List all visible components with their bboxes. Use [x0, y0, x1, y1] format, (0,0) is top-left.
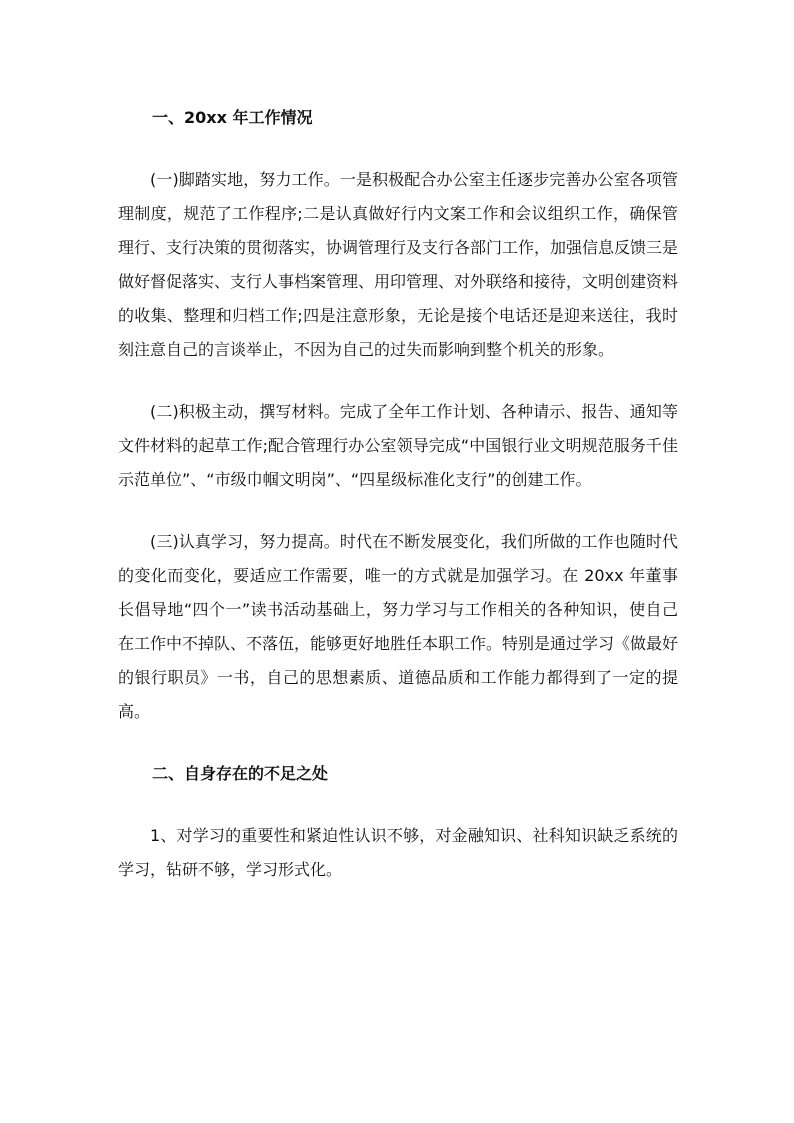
- section-heading-shortcomings: 二、自身存在的不足之处: [152, 764, 329, 783]
- document-body: [118, 101, 678, 887]
- paragraph-diligent-work: (一)脚踏实地，努力工作。一是积极配合办公室主任逐步完善办公室各项管理制度，规范了工作程序;二是认真做好行内文案工作和会议组织工作，确保管理行、支行决策的贯彻落实，协调管理行及支行各部门工作，加强信息反馈三是做好督促落实、支行人事档案管理、用印管理、对外联络和接待，文明创建资料的收集、整理和归档工作;四是注意形象，无论是接个电话还是迎来送往，我时刻注意自己的言谈举止，不因为自己的过失而影响到整个机关的形象。: [118, 170, 679, 359]
- paragraph-writing-materials: (二)积极主动，撰写材料。完成了全年工作计划、各种请示、报告、通知等文件材料的起草工作;配合管理行办公室领导完成“中国银行业文明规范服务千佳示范单位”、“市级巾帼文明岗”、“四星级标准化支行”的创建工作。: [118, 402, 678, 489]
- section-heading-work-summary: 一、20xx 年工作情况: [152, 108, 313, 127]
- paragraph-shortcoming-1: 1、对学习的重要性和紧迫性认识不够，对金融知识、社科知识缺乏系统的学习，钻研不够，学习形式化。: [118, 826, 678, 879]
- paragraph-study-improve: (三)认真学习，努力提高。时代在不断发展变化，我们所做的工作也随时代的变化而变化，要适应工作需要，唯一的方式就是加强学习。在 20xx 年董事长倡导地“四个一”读书活动基础上，努力学习与工作相关的各种知识，使自己在工作中不掉队、不落伍，能够更好地胜任本职工作。特别是通过学习《做最好的银行职员》一书，自己的思想素质、道德品质和工作能力都得到了一定的提高。: [118, 532, 679, 721]
